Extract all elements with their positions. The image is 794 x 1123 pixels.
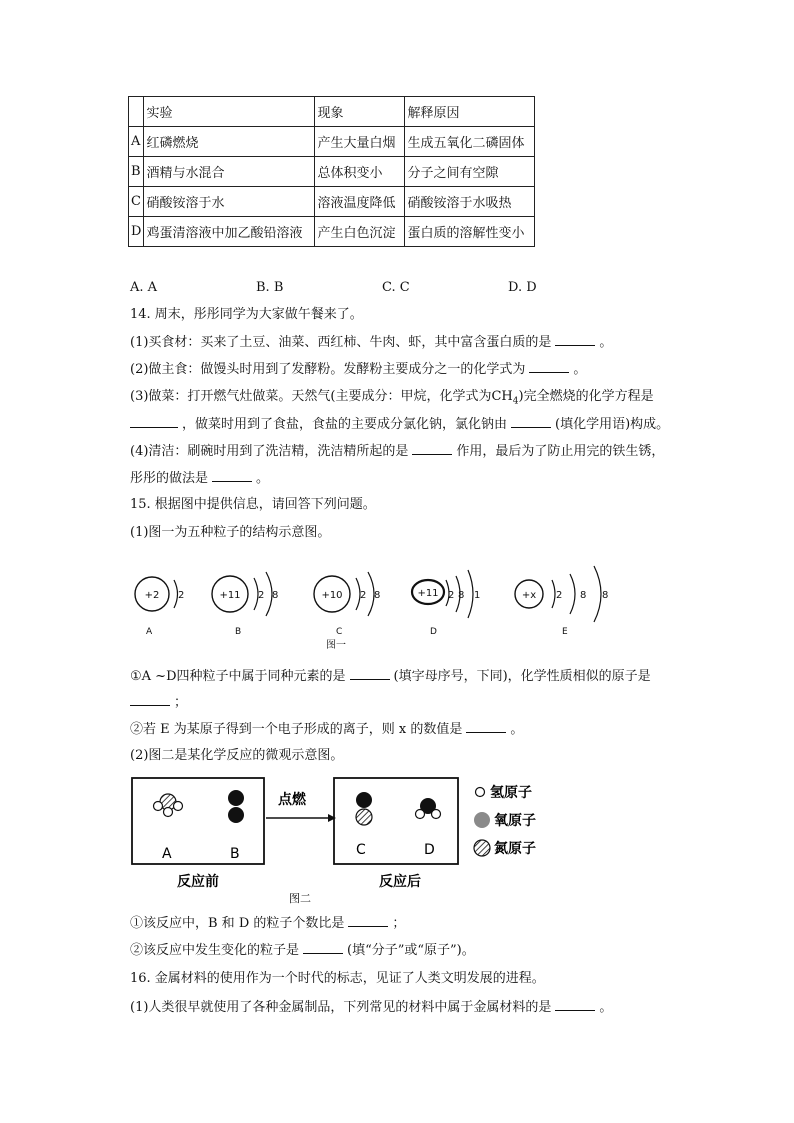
experiment-table (128, 96, 535, 247)
q14-part2-text: (2)做主食：做馒头时用到了发酵粉。发酵粉主要成分之一的化学式为 (130, 362, 526, 377)
legend-nitrogen-icon (474, 840, 490, 856)
svg-text:2: 2 (556, 590, 563, 601)
q15-sub2 (130, 720, 523, 739)
svg-text:2: 2 (258, 590, 265, 601)
svg-text:E: E (562, 627, 568, 637)
q14-part3-text: (3)做菜：打开燃气灶做菜。天然气(主要成分：甲烷，化学式为CH (130, 389, 513, 404)
q14-part1 (130, 333, 612, 352)
q15-sub1-text: ①A ~D四种粒子中属于同种元素的是 (130, 669, 346, 684)
table-header-cell (129, 97, 144, 127)
table-cell: D (129, 217, 144, 247)
products-box (334, 778, 458, 864)
q14-part4-cont (130, 469, 269, 488)
q14-part3-cont-text: ，做菜时用到了食盐，食盐的主要成分氯化钠，氯化钠由 (182, 417, 508, 432)
particle-e (515, 566, 608, 637)
q14-part3-end: )完全燃烧的化学方程是 (518, 389, 654, 404)
legend-hydrogen: 氢原子 (490, 785, 532, 801)
table-header-row (129, 97, 535, 127)
option-a: A. A (130, 280, 158, 295)
answer-blank (412, 442, 452, 455)
q15-sub3 (130, 914, 405, 933)
answer-blank (555, 998, 595, 1011)
answer-blank (529, 360, 569, 373)
svg-text:8: 8 (374, 590, 381, 601)
legend-oxygen-icon (474, 812, 490, 828)
table-cell: 产生白色沉淀 (315, 217, 405, 247)
table-row (129, 187, 535, 217)
q15-sub1-end: (填字母序号，下同)，化学性质相似的原子是 (393, 669, 651, 684)
table-header-cell: 解释原因 (405, 97, 535, 127)
svg-text:8: 8 (580, 590, 587, 601)
q14-part4-end: 作用，最后为了防止用完的铁生锈， (456, 444, 665, 459)
answer-blank (130, 693, 170, 706)
q14-part2 (130, 360, 586, 379)
table-cell: C (129, 187, 144, 217)
table-row (129, 127, 535, 157)
q15-sub4-end: (填“分子”或“原子”)。 (347, 943, 475, 958)
q15-title: 15. 根据图中提供信息，请回答下列问题。 (130, 497, 376, 512)
table-cell: 溶液温度降低 (315, 187, 405, 217)
q15-sub1 (130, 667, 651, 686)
answer-blank (303, 941, 343, 954)
option-d: D. D (508, 280, 537, 295)
svg-text:2: 2 (360, 590, 367, 601)
svg-text:2: 2 (178, 590, 185, 601)
svg-text:+11: +11 (417, 588, 439, 599)
answer-blank (511, 415, 551, 428)
svg-text:C: C (336, 627, 343, 637)
label-b: B (230, 846, 240, 862)
figure-1-atom-structures (126, 556, 626, 656)
option-b: B. B (256, 280, 284, 295)
svg-text:B: B (235, 627, 242, 637)
svg-text:8: 8 (272, 590, 279, 601)
answer-blank (130, 415, 178, 428)
q14-part1-text: (1)买食材：买来了土豆、油菜、西红柿、牛肉、虾，其中富含蛋白质的是 (130, 335, 552, 350)
after-caption: 反应后 (379, 874, 421, 890)
table-cell: 蛋白质的溶解性变小 (405, 217, 535, 247)
arrow-label: 点燃 (278, 792, 306, 808)
label-d: D (424, 842, 435, 858)
q15-sub2-end: 。 (510, 722, 524, 737)
svg-text:8: 8 (458, 590, 465, 601)
table-row (129, 157, 535, 187)
table-cell: 产生大量白烟 (315, 127, 405, 157)
option-c: C. C (382, 280, 410, 295)
q15-sub4 (130, 941, 475, 960)
svg-text:+2: +2 (144, 590, 160, 601)
q14-part2-end: 。 (573, 362, 587, 377)
q14-part1-end: 。 (599, 335, 613, 350)
answer-blank (348, 914, 388, 927)
q16-title: 16. 金属材料的使用作为一个时代的标志，见证了人类文明发展的进程。 (130, 971, 545, 986)
molecule-b-oxygen (228, 790, 244, 823)
q14-part3-subscript: 4 (512, 396, 519, 407)
table-cell: 酒精与水混合 (144, 157, 315, 187)
q16-part1-end: 。 (599, 1000, 613, 1015)
particle-c (314, 572, 380, 637)
q14-part4-text: (4)清洁：刷碗时用到了洗洁精，洗洁精所起的是 (130, 444, 409, 459)
figure-2-reaction-diagram (128, 774, 568, 908)
svg-text:A: A (146, 627, 153, 637)
svg-text:+11: +11 (219, 590, 241, 601)
q15-sub3-end: ； (392, 916, 406, 931)
q16-part1-text: (1)人类很早就使用了各种金属制品，下列常见的材料中属于金属材料的是 (130, 1000, 552, 1015)
svg-text:8: 8 (602, 590, 609, 601)
q15-part1: (1)图一为五种粒子的结构示意图。 (130, 525, 331, 540)
q15-sub1-cont-end: ； (174, 695, 188, 710)
particle-b (212, 572, 278, 637)
table-cell: 分子之间有空隙 (405, 157, 535, 187)
svg-text:+x: +x (521, 590, 537, 601)
label-a: A (162, 846, 172, 862)
q15-sub1-cont (130, 693, 187, 712)
svg-text:+10: +10 (321, 590, 343, 601)
q15-sub4-text: ②该反应中发生变化的粒子是 (130, 943, 300, 958)
table-cell: 鸡蛋清溶液中加乙酸铅溶液 (144, 217, 315, 247)
table-cell: B (129, 157, 144, 187)
q14-part3-cont (130, 415, 669, 434)
q14-title: 14. 周末，彤彤同学为大家做午餐来了。 (130, 307, 363, 322)
svg-text:2: 2 (448, 590, 455, 601)
q14-part4-cont-text: 彤彤的做法是 (130, 471, 209, 486)
particle-a (135, 577, 184, 637)
q14-part4 (130, 442, 664, 461)
table-cell: A (129, 127, 144, 157)
table-cell: 红磷燃烧 (144, 127, 315, 157)
table-cell: 总体积变小 (315, 157, 405, 187)
molecule-d-water (416, 798, 441, 819)
q16-part1 (130, 998, 612, 1017)
q15-sub2-text: ②若 E 为某原子得到一个电子形成的离子，则 x 的数值是 (130, 722, 463, 737)
before-caption: 反应前 (177, 874, 219, 890)
particle-d (412, 570, 480, 637)
figure-1-caption: 图一 (326, 640, 346, 651)
legend-oxygen: 氧原子 (494, 813, 536, 829)
q15-part2: (2)图二是某化学反应的微观示意图。 (130, 748, 344, 763)
legend-nitrogen: 氮原子 (494, 841, 536, 857)
table-cell: 硝酸铵溶于水 (144, 187, 315, 217)
figure-2-caption: 图二 (289, 892, 311, 905)
reactants-box (132, 778, 264, 864)
table-header-cell: 实验 (144, 97, 315, 127)
q14-part3-cont-end: (填化学用语)构成。 (555, 417, 670, 432)
svg-text:1: 1 (474, 590, 481, 601)
answer-blank (212, 469, 252, 482)
table-cell: 生成五氧化二磷固体 (405, 127, 535, 157)
table-cell: 硝酸铵溶于水吸热 (405, 187, 535, 217)
svg-text:D: D (430, 627, 437, 637)
answer-blank (555, 333, 595, 346)
legend-hydrogen-icon (476, 788, 485, 797)
table-row (129, 217, 535, 247)
q15-sub3-text: ①该反应中，B 和 D 的粒子个数比是 (130, 916, 345, 931)
molecule-c-nitrogen (356, 792, 372, 825)
molecule-a-ammonia (154, 794, 183, 817)
table-header-cell: 现象 (315, 97, 405, 127)
q14-part3 (130, 388, 654, 411)
answer-blank (466, 720, 506, 733)
answer-blank (350, 667, 390, 680)
label-c: C (356, 842, 366, 858)
q14-part4-cont-end: 。 (256, 471, 270, 486)
